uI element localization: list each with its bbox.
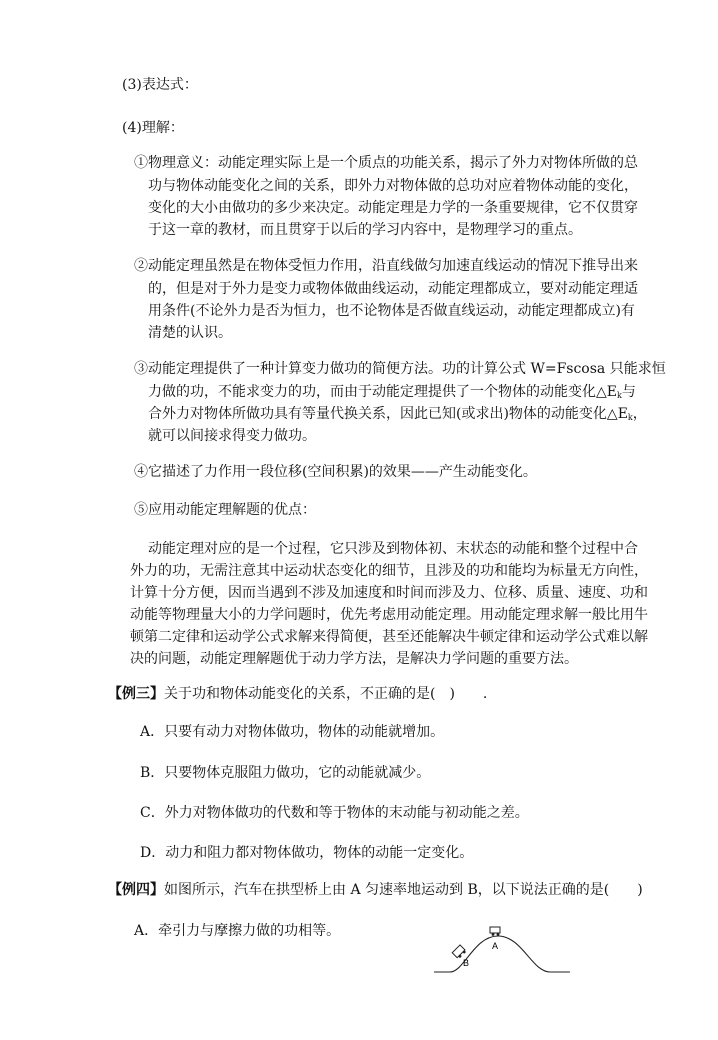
car-at-top-icon — [490, 927, 500, 936]
arch-bridge-figure — [432, 922, 572, 978]
point-3-line-2 — [148, 382, 636, 406]
point-3-line-3 — [148, 404, 647, 428]
point-3-line-4: 就可以间接求得变力做功。 — [148, 428, 316, 444]
example-3-question — [108, 684, 487, 704]
example-3-text: 关于功和物体动能变化的关系，不正确的是( ) . — [164, 686, 488, 702]
example-4-option-a: A．牵引力与摩擦力做的功相等。 — [134, 923, 341, 939]
point-1-line-3: 变化的大小由做功的多少来决定。动能定理是力学的一条重要规律，它不仅贯穿 — [148, 200, 638, 216]
point-1-line-4: 于这一章的教材，而且贯穿于以后的学习内容中，是物理学习的重点。 — [148, 222, 582, 238]
point-3-line-2-text: 力做的功，不能求变力的功，而由于动能定理提供了一个物体的动能变化△E — [148, 384, 617, 400]
example-3-option-a: A．只要有动力对物体做功，物体的动能就增加。 — [140, 724, 445, 740]
point-2-line-1: ②动能定理虽然是在物体受恒力作用，沿直线做匀加速直线运动的情况下推导出来 — [134, 258, 638, 274]
example-3-option-b: B．只要物体克服阻力做功，它的动能就减少。 — [140, 765, 431, 781]
example-3-option-d: D．动力和阻力都对物体做功，物体的动能一定变化。 — [140, 845, 474, 861]
point-1-line-1: ①物理意义：动能定理实际上是一个质点的功能关系，揭示了外力对物体所做的总 — [134, 155, 638, 171]
section-4-heading: (4)理解： — [122, 120, 184, 136]
point-2-line-3: 用条件(不论外力是否为恒力，也不论物体是否做直线运动，动能定理都成立)有 — [148, 303, 635, 319]
point-3-line-3-text: 合外力对物体所做功具有等量代换关系，因此已知(或求出)物体的动能变化△E — [148, 406, 628, 422]
example-4-text: 如图所示，汽车在拱型桥上由 A 匀速率地运动到 B，以下说法正确的是( ) — [164, 882, 643, 898]
summary-line-2: 外力的功，无需注意其中运动状态变化的细节，且涉及的功和能均为标量无方向性， — [130, 563, 648, 579]
subscript-k: k — [616, 391, 622, 400]
point-3-line-3-tail: ， — [632, 406, 647, 422]
point-3-line-1: ③动能定理提供了一种计算变力做功的简便方法。功的计算公式 W=Fscosa 只能求恒 — [134, 361, 666, 377]
summary-line-3: 计算十分方便，因而当遇到不涉及加速度和时间而涉及力、位移、质量、速度、功和 — [130, 585, 648, 601]
summary-line-6: 决的问题，动能定理解题优于动力学方法，是解决力学问题的重要方法。 — [130, 651, 578, 667]
subscript-k: k — [627, 413, 633, 422]
summary-line-4: 动能等物理量大小的力学问题时，优先考虑用动能定理。用动能定理求解一般比用牛 — [130, 607, 648, 623]
label-b: B — [463, 958, 470, 968]
point-4: ④它描述了力作用一段位移(空间积累)的效果——产生动能变化。 — [134, 464, 537, 480]
summary-line-1: 动能定理对应的是一个过程，它只涉及到物体初、末状态的动能和整个过程中合 — [148, 541, 638, 557]
example-3-tag: 【例三】 — [108, 686, 164, 702]
section-3-heading: (3)表达式： — [122, 77, 198, 93]
point-3-line-2-tail: 与 — [621, 384, 636, 400]
example-4-tag: 【例四】 — [108, 882, 164, 898]
point-1-line-2: 功与物体动能变化之间的关系，即外力对物体做的总功对应着物体动能的变化， — [148, 178, 638, 194]
point-2-line-4: 清楚的认识。 — [148, 325, 232, 341]
point-2-line-2: 的，但是对于外力是变力或物体做曲线运动，动能定理都成立，要对动能定理适 — [148, 281, 638, 297]
example-4-question — [108, 880, 643, 900]
point-5: ⑤应用动能定理解题的优点： — [134, 502, 316, 518]
example-3-option-c: C．外力对物体做功的代数和等于物体的末动能与初动能之差。 — [140, 805, 529, 821]
label-a: A — [492, 941, 499, 951]
summary-line-5: 顿第二定律和运动学公式求解来得简便，甚至还能解决牛顿定律和运动学公式难以解 — [130, 629, 648, 645]
